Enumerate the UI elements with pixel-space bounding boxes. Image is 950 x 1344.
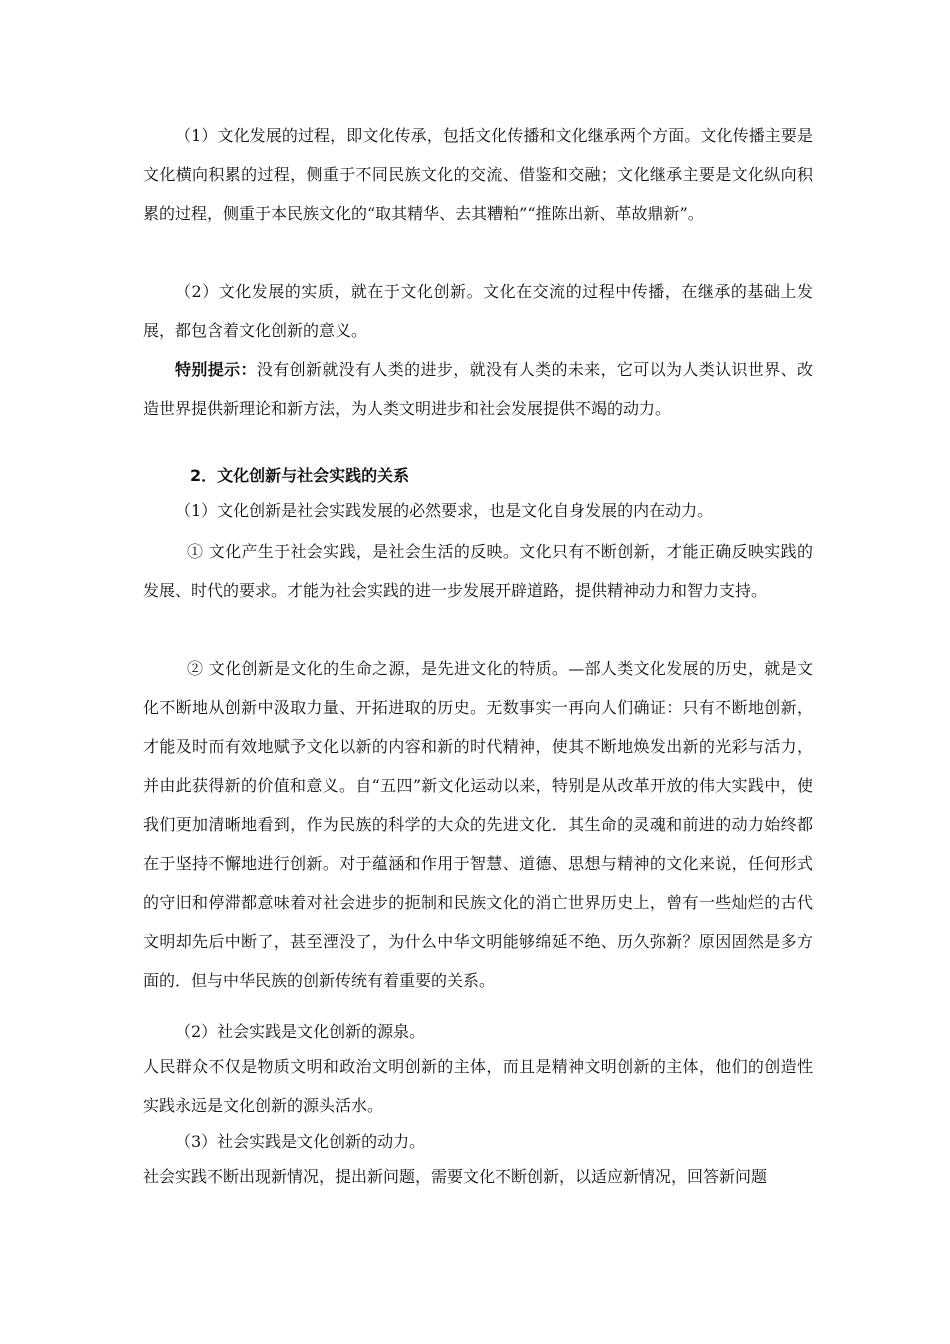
paragraph-driver-heading: （3）社会实践是文化创新的动力。: [175, 1132, 426, 1151]
paragraph-source-body: 人民群众不仅是物质文明和政治文明创新的主体，而且是精神文明创新的主体，他们的创造性实践永远是文化创新的源头活水。: [143, 1057, 813, 1115]
special-hint-label: 特别提示：: [175, 360, 257, 379]
special-hint-paragraph: [143, 350, 813, 428]
paragraph-point-one: ① 文化产生于社会实践，是社会生活的反映。文化只有不断创新，才能正确反映实践的发展、时代的要求。才能为社会实践的进一步发展开辟道路，提供精神动力和智力支持。: [143, 542, 813, 600]
section-heading: 2．文化创新与社会实践的关系: [190, 466, 410, 485]
paragraph-driver-body: 社会实践不断出现新情况，提出新问题，需要文化不断创新，以适应新情况，回答新问题: [143, 1167, 768, 1186]
special-hint-text: 没有创新就没有人类的进步，就没有人类的未来，它可以为人类认识世界、改造世界提供新理论和新方法，为人类文明进步和社会发展提供不竭的动力。: [143, 360, 813, 418]
paragraph-source-heading: （2）社会实践是文化创新的源泉。: [175, 1022, 426, 1041]
paragraph-point-two: ② 文化创新是文化的生命之源，是先进文化的特质。—部人类文化发展的历史，就是文化不断地从创新中汲取力量、开拓进取的历史。无数事实一再向人们确证：只有不断地创新，才能及时而有效地赋予文化以新的内容和新的时代精神，使其不断地焕发出新的光彩与活力，并由此获得新的价值和意义。自“五四”新文化运动以来，特别是从改革开放的伟大实践中，使我们更加清晰地看到，作为民族的科学的大众的先进文化．其生命的灵魂和前进的动力始终都在于坚持不懈地进行创新。对于蕴涵和作用于智慧、道德、思想与精神的文化来说，任何形式的守旧和停滞都意味着对社会进步的扼制和民族文化的消亡世界历史上，曾有一些灿烂的古代文明却先后中断了，甚至湮没了，为什么中华文明能够绵延不绝、历久弥新？原因固然是多方面的．但与中华民族的创新传统有着重要的关系。: [143, 659, 813, 990]
paragraph-cultural-inheritance: （1）文化发展的过程，即文化传承，包括文化传播和文化继承两个方面。文化传播主要是文化横向积累的过程，侧重于不同民族文化的交流、借鉴和交融；文化继承主要是文化纵向积累的过程，侧重于本民族文化的“取其精华、去其糟粕”“推陈出新、革故鼎新”。: [143, 126, 813, 223]
paragraph-cultural-essence: （2）文化发展的实质，就在于文化创新。文化在交流的过程中传播，在继承的基础上发展，都包含着文化创新的意义。: [143, 282, 813, 340]
paragraph-innovation-requirement: （1）文化创新是社会实践发展的必然要求，也是文化自身发展的内在动力。: [175, 501, 714, 520]
